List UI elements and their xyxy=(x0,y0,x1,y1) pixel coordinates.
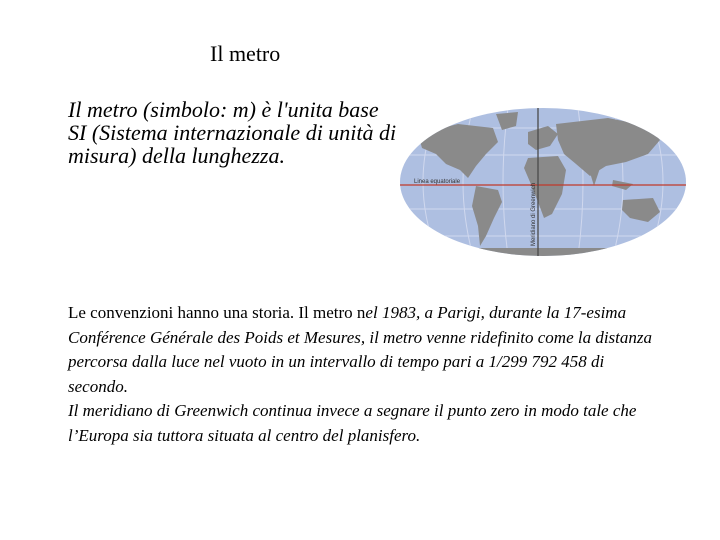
body-text xyxy=(68,301,668,448)
body-lead-italic: el 1983, a Parigi, durante la 17-esima Conférence Générale des Poids et Mesures, il metro venne ridefinito come la distanza percorsa dalla luce nel vuoto in un intervallo di tempo pari a 1/299 792 458 di secondo. xyxy=(68,303,653,396)
world-map-image xyxy=(398,106,688,258)
body-lead-upright: Le convenzioni hanno una storia. Il metro n xyxy=(68,303,366,322)
intro-paragraph: Il metro (simbolo: m) è l'unita base SI (Sistema internazionale di unità di misura) della lunghezza. xyxy=(68,97,397,168)
meridian-label: Meridiano di Greenwich xyxy=(531,182,537,246)
page-title: Il metro xyxy=(210,41,281,66)
body-second-paragraph: Il meridiano di Greenwich continua invece a segnare il punto zero in modo tale che l’Europa sia tuttora situata al centro del planisfero. xyxy=(68,401,637,445)
equator-label: Linea equatoriale xyxy=(414,179,461,185)
